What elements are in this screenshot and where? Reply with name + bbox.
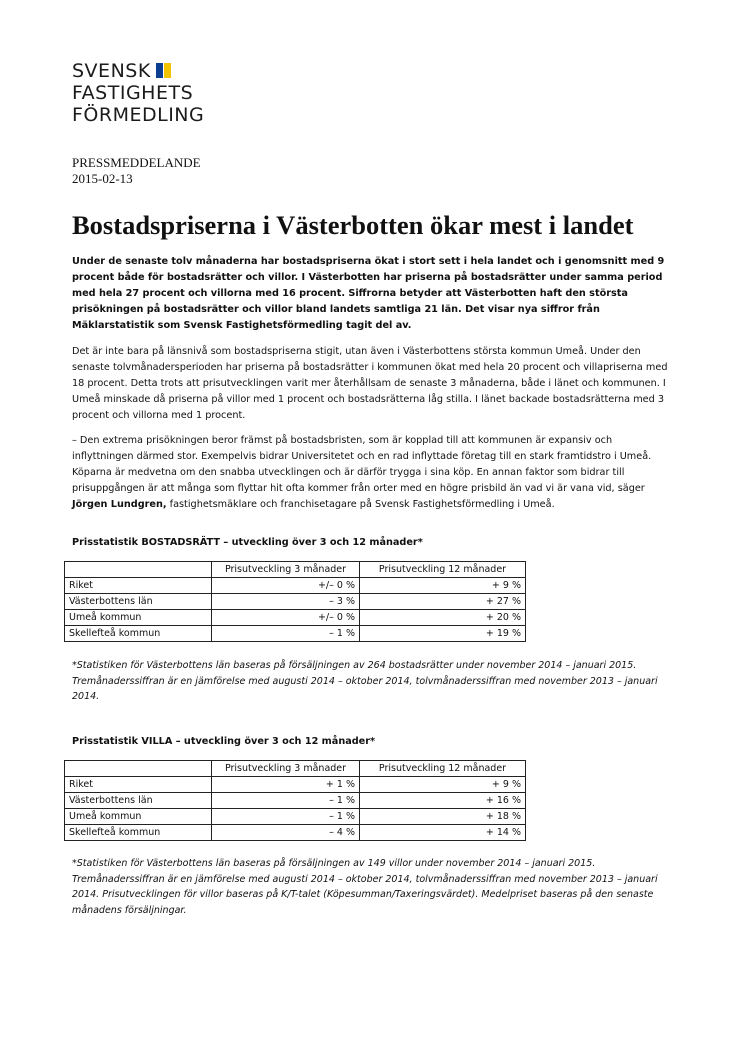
change-12m-cell: + 27 % [360, 594, 526, 610]
change-3m-cell: – 1 % [212, 793, 360, 809]
table-header-row [65, 562, 526, 578]
table-header-cell: Prisutveckling 3 månader [212, 761, 360, 777]
region-cell: Skellefteå kommun [65, 825, 212, 841]
table-row [65, 809, 526, 825]
region-cell: Västerbottens län [65, 594, 212, 610]
table-header-cell: Prisutveckling 12 månader [360, 562, 526, 578]
page-title: Bostadspriserna i Västerbotten ökar mest i landet [72, 210, 634, 240]
paragraph-2-text: Det är inte bara på länsnivå som bostadspriserna stigit, utan även i Västerbottens största kommun Umeå. Under den senaste tolvmånadersperioden har priserna på bostadsrätter i kommunen ökat med hela 20 procent och villapriserna med 18 procent. Detta trots att prisutvecklingen varit mer återhållsam de senaste 3 månaderna, både i länet och kommunen. I Umeå minskade då priserna på villor med 1 procent och bostadsrätterna låg stilla. I länet backade bostadsrätterna med 3 procent och villorna med 1 procent. [72, 346, 668, 421]
table-bostadsratt-title: Prisstatistik BOSTADSRÄTT – utveckling över 3 och 12 månader* [72, 537, 423, 548]
company-logo [72, 60, 204, 126]
press-label: PRESSMEDDELANDE [72, 155, 201, 170]
change-12m-cell: + 18 % [360, 809, 526, 825]
table-row [65, 777, 526, 793]
lead-paragraph [72, 254, 672, 334]
table-villa-footnote: *Statistiken för Västerbottens län baseras på försäljningen av 149 villor under november 2014 – januari 2015. Tremånaderssiffran är en jämförelse med augusti 2014 – oktober 2014, tolvmånaderssiffran med november 2013 – januari 2014. Prisutvecklingen för villor baseras på K/T-talet (Köpesumman/Taxeringsvärdet). Medelpriset baseras på den senaste månadens försäljningar. [72, 858, 658, 916]
speaker-name: Jörgen Lundgren, [72, 498, 167, 510]
region-cell: Riket [65, 777, 212, 793]
region-cell: Umeå kommun [65, 610, 212, 626]
change-3m-cell: – 1 % [212, 809, 360, 825]
change-12m-cell: + 14 % [360, 825, 526, 841]
quote-text-end: fastighetsmäklare och franchisetagare på Svensk Fastighetsförmedling i Umeå. [166, 498, 555, 510]
table-villa [64, 760, 526, 841]
table-bostadsratt-footnote: *Statistiken för Västerbottens län baseras på försäljningen av 264 bostadsrätter under november 2014 – januari 2015. Tremånaderssiffran är en jämförelse med augusti 2014 – oktober 2014, tolvmånaderssiffran med november 2013 – januari 2014. [72, 660, 658, 702]
body-paragraph-3 [72, 433, 672, 513]
table-header-row [65, 761, 526, 777]
table-bostadsratt [64, 561, 526, 642]
change-12m-cell: + 20 % [360, 610, 526, 626]
change-3m-cell: – 4 % [212, 825, 360, 841]
change-3m-cell: +/– 0 % [212, 610, 360, 626]
logo-line-1: SVENSK [72, 60, 151, 82]
table-row [65, 594, 526, 610]
table-header-cell [65, 562, 212, 578]
logo-line-3: FÖRMEDLING [72, 104, 205, 126]
change-12m-cell: + 9 % [360, 578, 526, 594]
change-3m-cell: +/– 0 % [212, 578, 360, 594]
region-cell: Riket [65, 578, 212, 594]
lead-text: Under de senaste tolv månaderna har bostadspriserna ökat i stort sett i hela landet och i genomsnitt med 9 procent både för bostadsrätter och villor. I Västerbotten har priserna på bostadsrätter under samma period med hela 27 procent och villorna med 16 procent. Siffrorna betyder att Västerbotten haft den största prisökningen på bostadsrätter och villor bland landets samtliga 21 län. Det visar nya siffror från Mäklarstatistik som Svensk Fastighetsförmedling tagit del av. [72, 256, 665, 331]
table-header-cell: Prisutveckling 12 månader [360, 761, 526, 777]
change-12m-cell: + 9 % [360, 777, 526, 793]
logo-line-2: FASTIGHETS [72, 82, 194, 104]
quote-text: – Den extrema prisökningen beror främst på bostadsbristen, som är kopplad till att kommunen är expansiv och inflyttningen därmed stor. Exempelvis bidrar Universitetet och en rad inflyttade företag till en stark framtidstro i Umeå. Köparna är medvetna om den snabba utvecklingen och är därför trygga i sina köp. En annan faktor som bidrar till prisuppgången är att många som flyttar hit ofta kommer från orter med en högre prisbild än vad vi är vana vid, säger [72, 435, 652, 494]
table-row [65, 578, 526, 594]
press-date: 2015-02-13 [72, 171, 133, 186]
change-12m-cell: + 16 % [360, 793, 526, 809]
flag-icon [156, 63, 171, 78]
region-cell: Umeå kommun [65, 809, 212, 825]
region-cell: Västerbottens län [65, 793, 212, 809]
body-paragraph-2 [72, 344, 672, 424]
change-3m-cell: + 1 % [212, 777, 360, 793]
change-3m-cell: – 1 % [212, 626, 360, 642]
press-header [72, 155, 201, 187]
table-row [65, 626, 526, 642]
change-3m-cell: – 3 % [212, 594, 360, 610]
paragraph-3-text [72, 433, 672, 513]
table-villa-title: Prisstatistik VILLA – utveckling över 3 och 12 månader* [72, 736, 376, 747]
table-row [65, 793, 526, 809]
table-header-cell: Prisutveckling 3 månader [212, 562, 360, 578]
table-header-cell [65, 761, 212, 777]
table-row [65, 610, 526, 626]
flag-blue-stripe [156, 63, 163, 78]
change-12m-cell: + 19 % [360, 626, 526, 642]
flag-yellow-stripe [164, 63, 171, 78]
table-row [65, 825, 526, 841]
region-cell: Skellefteå kommun [65, 626, 212, 642]
